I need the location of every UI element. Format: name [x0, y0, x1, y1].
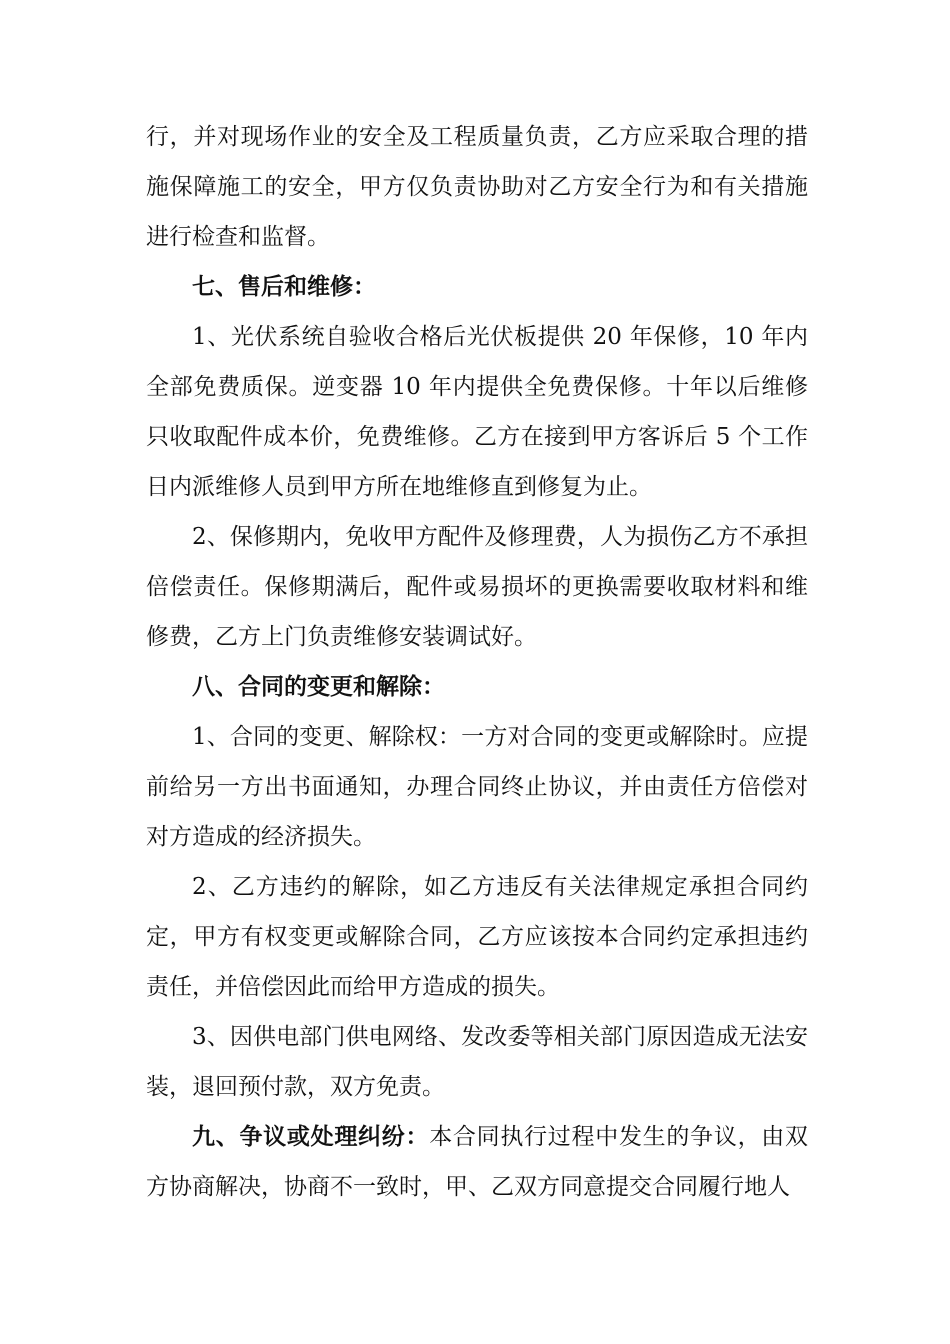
- section-heading-contract-change: 八、合同的变更和解除：: [192, 674, 445, 700]
- dispute-text: 本合同执行过程中发生的争议，由双方协商解决，协商不一致时，甲、乙双方同意提交合同履行地人: [146, 1124, 809, 1200]
- paragraph-dispute-resolution: [146, 1112, 808, 1212]
- paragraph-warranty-terms: 1、光伏系统自验收合格后光伏板提供 20 年保修，10 年内全部免费质保。逆变器 10 年内提供全免费保修。十年以后维修只收取配件成本价，免费维修。乙方在接到甲方客诉后 5 个工作日内派维修人员到甲方所在地维修直到修复为止。: [146, 324, 808, 500]
- paragraph-breach-termination: 2、乙方违约的解除，如乙方违反有关法律规定承担合同约定，甲方有权变更或解除合同，乙方应该按本合同约定承担违约责任，并倍偿因此而给甲方造成的损失。: [146, 874, 808, 1000]
- section-heading-after-sales: 七、售后和维修：: [192, 274, 376, 300]
- section-heading-dispute: 九、争议或处理纠纷：: [192, 1124, 430, 1150]
- contract-text-body: [146, 112, 808, 1212]
- paragraph-safety-continued: 行，并对现场作业的安全及工程质量负责，乙方应采取合理的措施保障施工的安全，甲方仅负责协助对乙方安全行为和有关措施进行检查和监督。: [146, 124, 808, 250]
- paragraph-change-rights: 1、合同的变更、解除权：一方对合同的变更或解除时。应提前给另一方出书面通知，办理合同终止协议，并由责任方倍偿对对方造成的经济损失。: [146, 724, 808, 850]
- paragraph-force-majeure: 3、因供电部门供电网络、发改委等相关部门原因造成无法安装，退回预付款，双方免责。: [146, 1024, 808, 1100]
- paragraph-warranty-period: 2、保修期内，免收甲方配件及修理费，人为损伤乙方不承担倍偿责任。保修期满后，配件或易损坏的更换需要收取材料和维修费，乙方上门负责维修安装调试好。: [146, 524, 808, 650]
